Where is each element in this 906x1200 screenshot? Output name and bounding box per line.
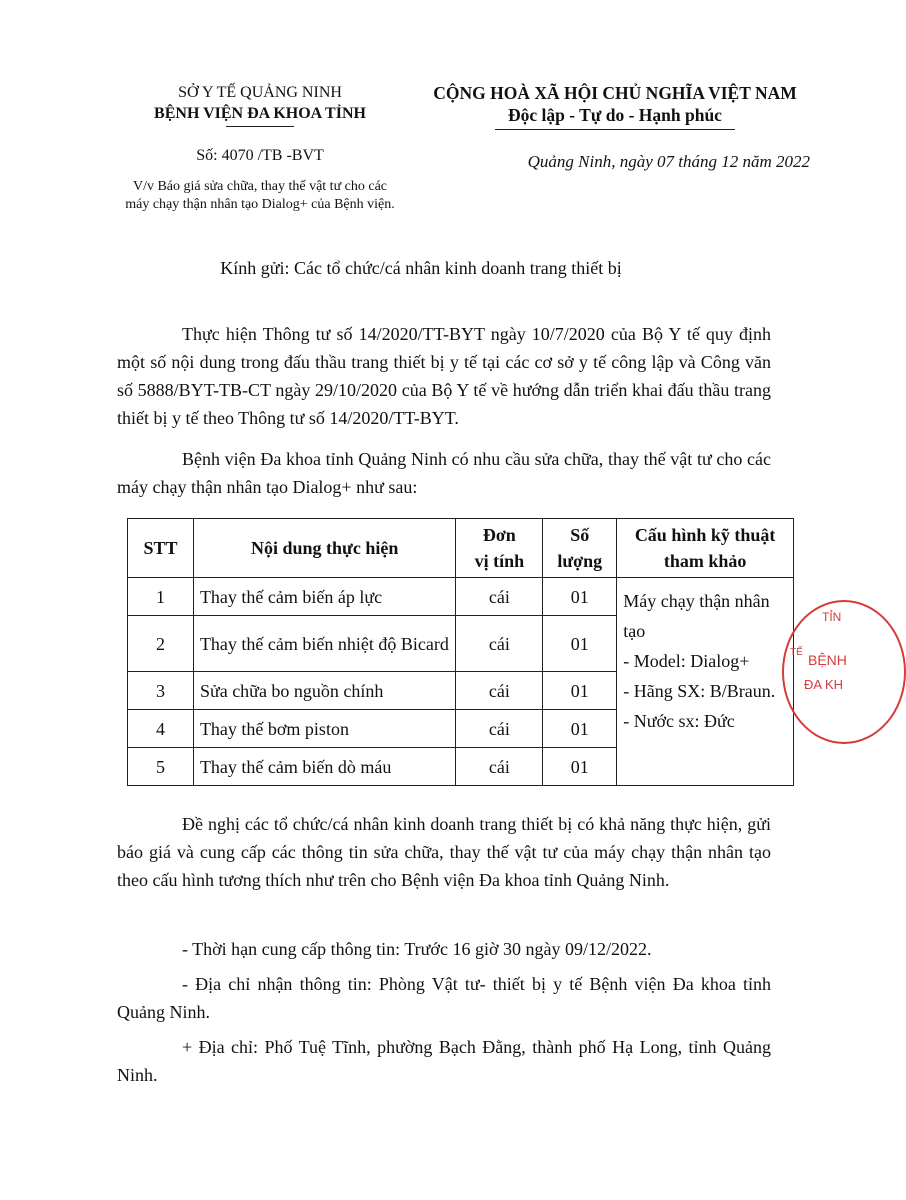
header-spec-line1: Cấu hình kỹ thuật (634, 525, 776, 545)
technical-specs-cell (617, 578, 794, 786)
spec-model: - Model: Dialog+ (623, 651, 750, 671)
seal-text: TỈN (822, 610, 842, 624)
row-qty: 01 (543, 672, 617, 710)
national-header (418, 82, 812, 130)
spec-line: Máy chạy thận nhân (623, 591, 770, 611)
header-unit (456, 519, 543, 578)
seal-text: TẾ (790, 647, 803, 658)
row-stt: 4 (128, 710, 194, 748)
paragraph-deadline: - Thời hạn cung cấp thông tin: Trước 16 giờ 30 ngày 09/12/2022. (182, 939, 652, 959)
header-stt: STT (128, 519, 194, 578)
row-qty: 01 (543, 748, 617, 786)
paragraph-request: Bệnh viện Đa khoa tỉnh Quảng Ninh có nhu cầu sửa chữa, thay thế vật tư cho các máy chạy thận nhân tạo Dialog+ như sau: (117, 449, 771, 497)
motto-underline (495, 129, 735, 130)
document-subject (92, 178, 428, 214)
official-seal (782, 600, 906, 744)
national-motto: Độc lập - Tự do - Hạnh phúc (508, 105, 722, 125)
row-content: Thay thế cảm biến nhiệt độ Bicard (193, 616, 455, 672)
country-name: CỘNG HOÀ XÃ HỘI CHỦ NGHĨA VIỆT NAM (433, 83, 797, 103)
row-qty: 01 (543, 616, 617, 672)
row-qty: 01 (543, 578, 617, 616)
row-qty: 01 (543, 710, 617, 748)
header-qty (543, 519, 617, 578)
issue-date: Quảng Ninh, ngày 07 tháng 12 năm 2022 (527, 152, 810, 171)
paragraph-address: + Địa chỉ: Phố Tuệ Tĩnh, phường Bạch Đằng, thành phố Hạ Long, tỉnh Quảng Ninh. (117, 1037, 771, 1085)
header-unit-line1: Đơn (482, 525, 516, 545)
issuer-block (105, 82, 415, 127)
row-unit: cái (456, 616, 543, 672)
spec-origin: - Nước sx: Đức (623, 711, 735, 731)
spec-manufacturer: - Hãng SX: B/Braun. (623, 681, 776, 701)
document-number: Số: 4070 /TB -BVT (196, 147, 324, 164)
header-content: Nội dung thực hiện (193, 519, 455, 578)
paragraph-receiving-office: - Địa chỉ nhận thông tin: Phòng Vật tư- thiết bị y tế Bệnh viện Đa khoa tỉnh Quảng Ninh. (117, 974, 771, 1022)
subject-line-1: V/v Báo giá sửa chữa, thay thế vật tư cho các (132, 179, 388, 194)
row-unit: cái (456, 672, 543, 710)
table-row (128, 578, 794, 616)
seal-text: ĐA KH (804, 677, 844, 692)
hospital-name: BỆNH VIỆN ĐA KHOA TỈNH (154, 105, 366, 122)
header-spec-line2: tham khảo (663, 551, 747, 571)
row-unit: cái (456, 748, 543, 786)
header-qty-line2: lượng (557, 551, 603, 571)
row-content: Thay thế cảm biến dò máu (193, 748, 455, 786)
recipient-line: Kính gửi: Các tổ chức/cá nhân kinh doanh trang thiết bị (220, 258, 622, 278)
paragraph-proposal: Đề nghị các tổ chức/cá nhân kinh doanh trang thiết bị có khả năng thực hiện, gửi báo giá và cung cấp các thông tin sửa chữa, thay thế vật tư của máy chạy thận nhân tạo theo cấu hình tương thích như trên cho Bệnh viện Đa khoa tỉnh Quảng Ninh. (117, 814, 771, 890)
paragraph-legal-basis: Thực hiện Thông tư số 14/2020/TT-BYT ngày 10/7/2020 của Bộ Y tế quy định một số nội dung trong đấu thầu trang thiết bị y tế tại các cơ sở y tế công lập và Công văn số 5888/BYT-TB-CT ngày 29/10/2020 của Bộ Y tế về hướng dẫn triển khai đấu thầu trang thiết bị y tế theo Thông tư số 14/2020/TT-BYT. (117, 324, 771, 428)
table-header-row (128, 519, 794, 578)
row-stt: 2 (128, 616, 194, 672)
spec-line: tạo (623, 621, 646, 641)
row-unit: cái (456, 578, 543, 616)
row-unit: cái (456, 710, 543, 748)
header-spec (617, 519, 794, 578)
seal-text: BỆNH (808, 652, 847, 668)
row-stt: 1 (128, 578, 194, 616)
header-unit-line2: vị tính (474, 551, 525, 571)
issuer-underline (226, 126, 294, 127)
repair-items-table (127, 518, 794, 786)
row-stt: 3 (128, 672, 194, 710)
row-content: Sửa chữa bo nguồn chính (193, 672, 455, 710)
row-content: Thay thế cảm biến áp lực (193, 578, 455, 616)
header-qty-line1: Số (570, 525, 590, 545)
row-content: Thay thế bơm piston (193, 710, 455, 748)
agency-name: SỞ Y TẾ QUẢNG NINH (178, 84, 342, 101)
row-stt: 5 (128, 748, 194, 786)
subject-line-2: máy chạy thận nhân tạo Dialog+ của Bệnh viện. (125, 197, 395, 212)
